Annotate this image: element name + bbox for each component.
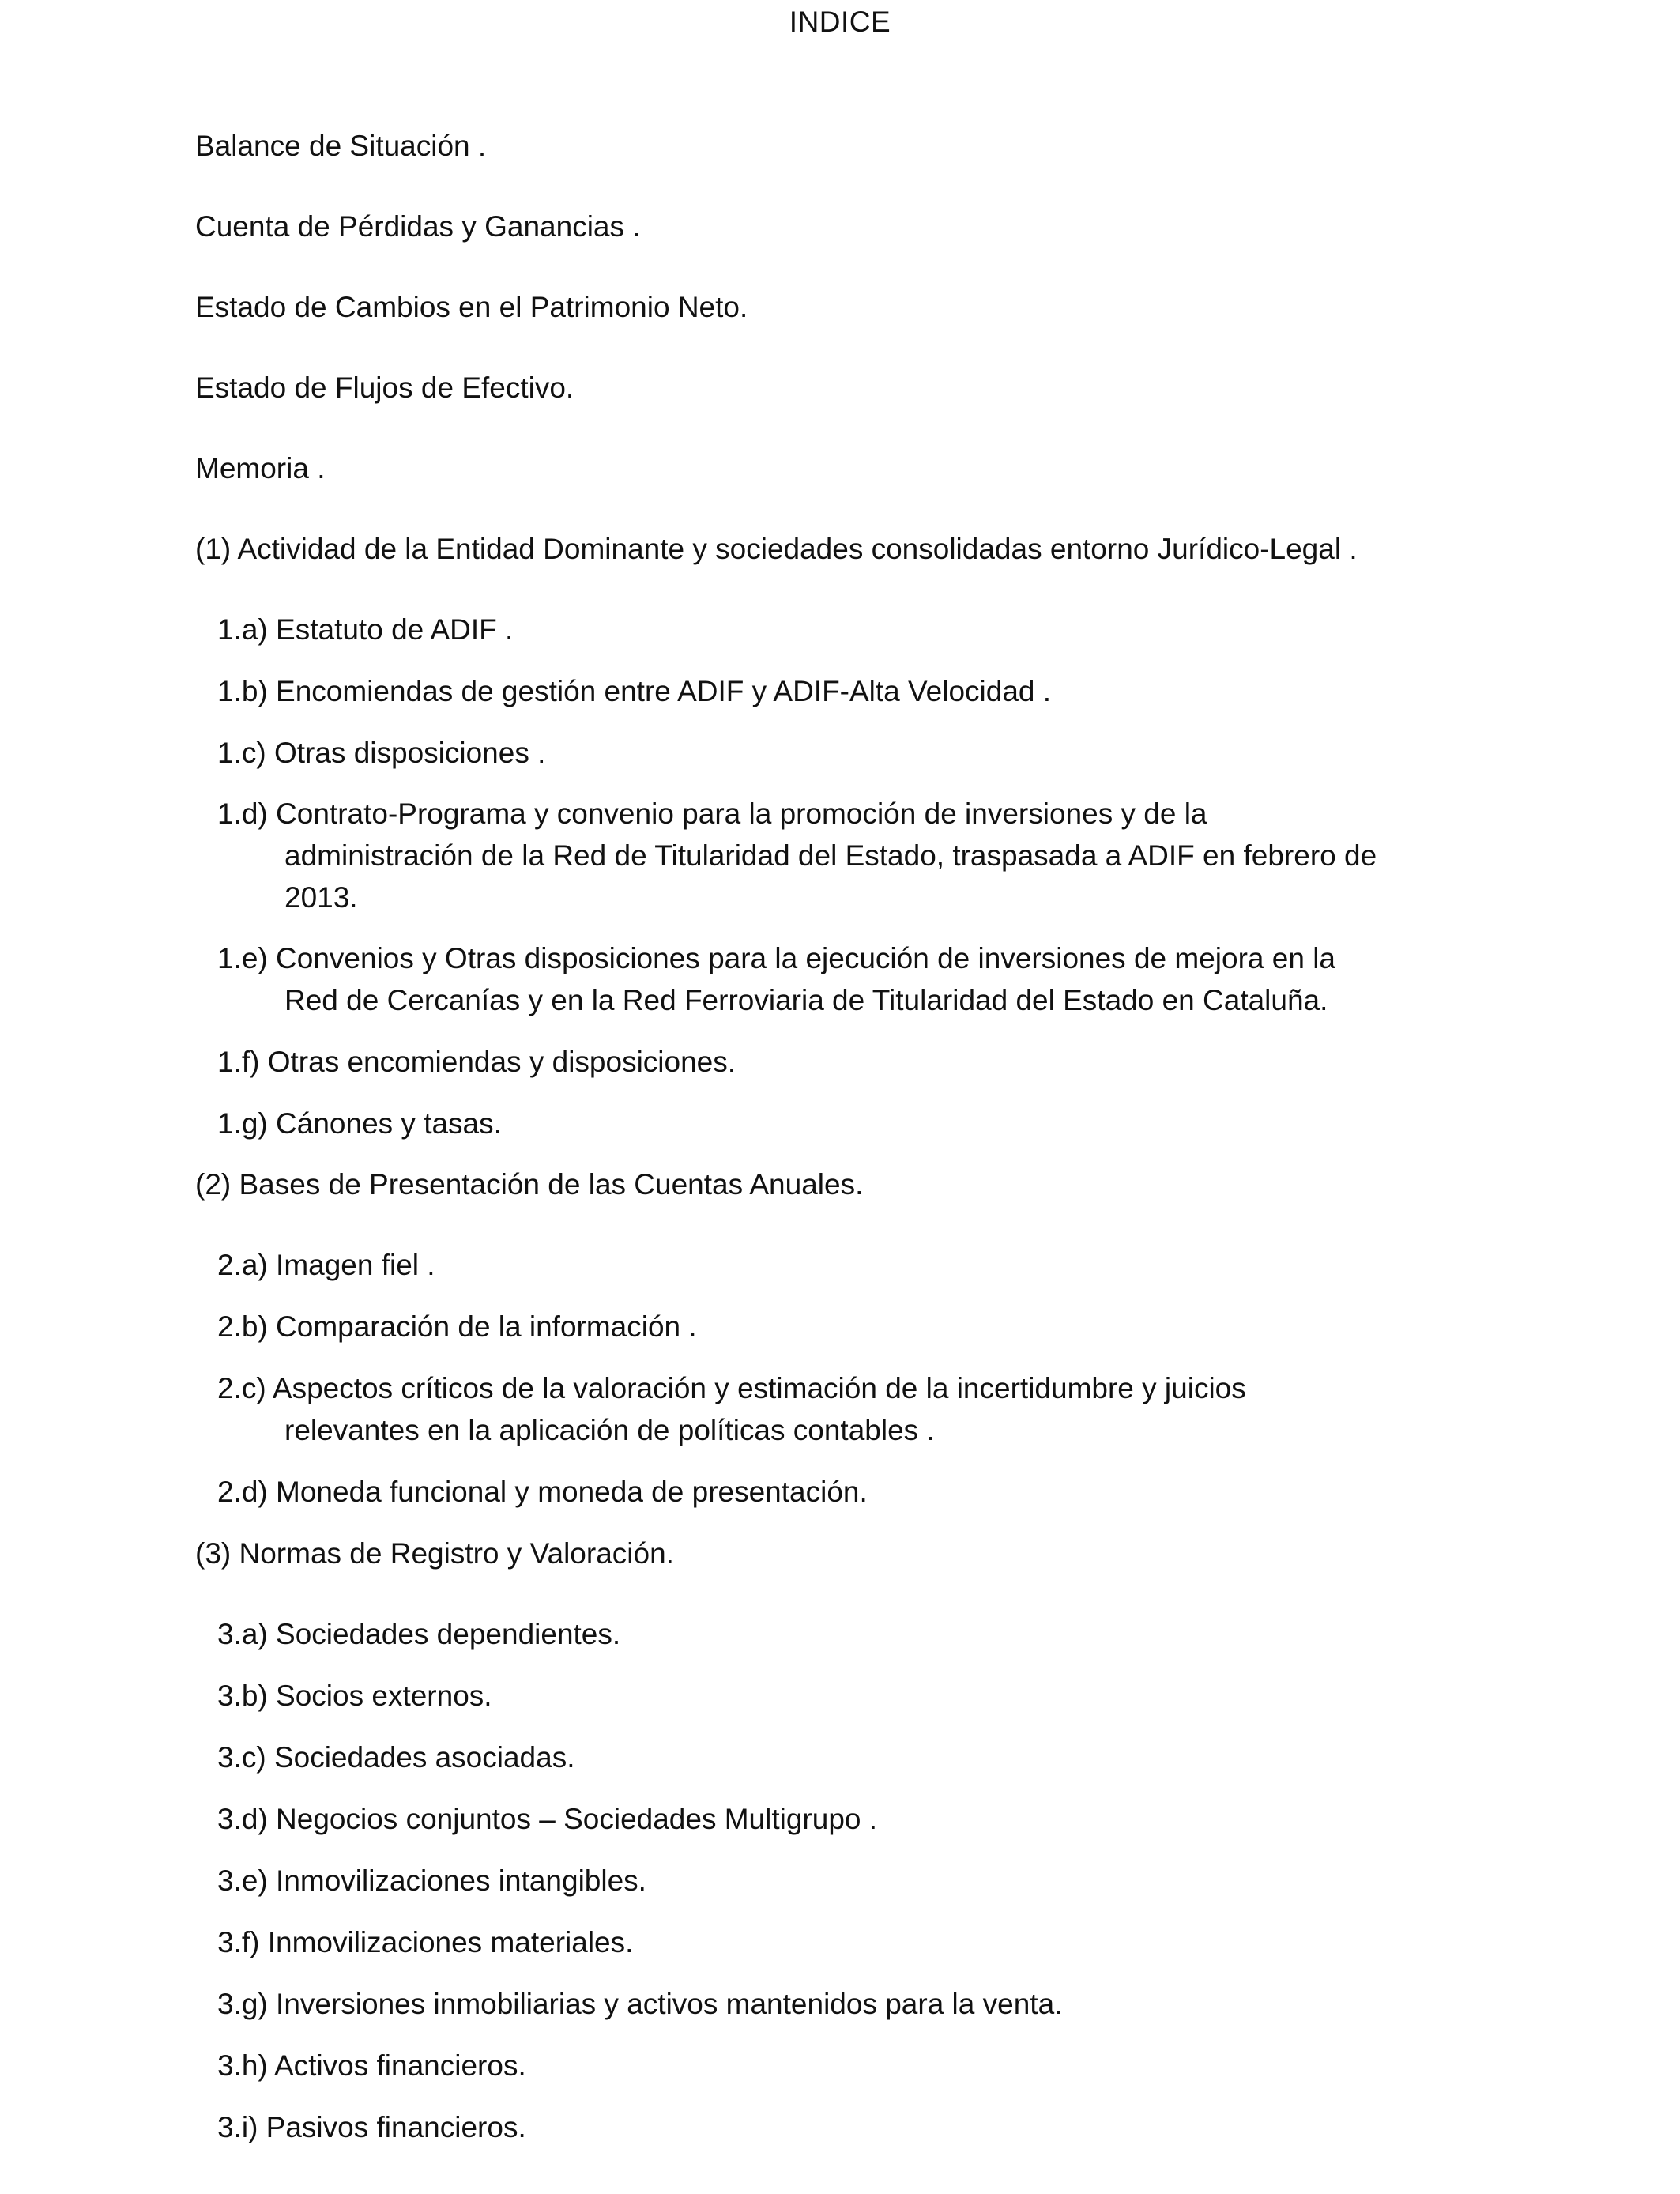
toc-item-1d-line2: administración de la Red de Titularidad del Estado, traspasada a ADIF en febrero de bbox=[284, 839, 1377, 872]
toc-item-1e-line1: 1.e) Convenios y Otras disposiciones para la ejecución de inversiones de mejora en la bbox=[217, 942, 1335, 974]
toc-item-3f: 3.f) Inmovilizaciones materiales. bbox=[217, 1926, 634, 1958]
toc-item-3b: 3.b) Socios externos. bbox=[217, 1679, 492, 1712]
toc-item-1e bbox=[217, 937, 1335, 1021]
toc-item-3i: 3.i) Pasivos financieros. bbox=[217, 2111, 526, 2143]
toc-entry-estado-flujos: Estado de Flujos de Efectivo. bbox=[195, 371, 574, 404]
toc-item-3g: 3.g) Inversiones inmobiliarias y activos mantenidos para la venta. bbox=[217, 1988, 1063, 2020]
toc-item-2c-line1: 2.c) Aspectos críticos de la valoración y estimación de la incertidumbre y juicios bbox=[217, 1372, 1246, 1404]
toc-item-3h: 3.h) Activos financieros. bbox=[217, 2049, 526, 2082]
toc-section-3: (3) Normas de Registro y Valoración. bbox=[195, 1537, 674, 1570]
toc-item-1e-line2: Red de Cercanías y en la Red Ferroviaria de Titularidad del Estado en Cataluña. bbox=[284, 984, 1328, 1016]
toc-item-1f: 1.f) Otras encomiendas y disposiciones. bbox=[217, 1046, 736, 1078]
toc-item-1b: 1.b) Encomiendas de gestión entre ADIF y ADIF-Alta Velocidad . bbox=[217, 675, 1052, 707]
toc-item-1c: 1.c) Otras disposiciones . bbox=[217, 737, 546, 769]
toc-item-2b: 2.b) Comparación de la información . bbox=[217, 1310, 697, 1343]
toc-item-2c bbox=[217, 1367, 1497, 1451]
toc-item-2d: 2.d) Moneda funcional y moneda de presentación. bbox=[217, 1476, 868, 1508]
toc-item-2c-line2: relevantes en la aplicación de políticas contables . bbox=[284, 1414, 935, 1446]
toc-item-1d-line3: 2013. bbox=[284, 881, 358, 914]
toc-item-1g: 1.g) Cánones y tasas. bbox=[217, 1107, 502, 1140]
toc-item-3d: 3.d) Negocios conjuntos – Sociedades Multigrupo . bbox=[217, 1803, 878, 1835]
toc-item-1d-line1: 1.d) Contrato-Programa y convenio para la promoción de inversiones y de la bbox=[217, 797, 1207, 830]
toc-entry-balance: Balance de Situación . bbox=[195, 130, 487, 162]
toc-item-3e: 3.e) Inmovilizaciones intangibles. bbox=[217, 1864, 646, 1897]
toc-entry-memoria: Memoria . bbox=[195, 452, 326, 484]
toc-item-3c: 3.c) Sociedades asociadas. bbox=[217, 1741, 575, 1774]
toc-section-2: (2) Bases de Presentación de las Cuentas Anuales. bbox=[195, 1168, 864, 1201]
toc-entry-estado-cambios: Estado de Cambios en el Patrimonio Neto. bbox=[195, 291, 748, 323]
toc-item-1d bbox=[217, 793, 1497, 918]
toc-section-1: (1) Actividad de la Entidad Dominante y sociedades consolidadas entorno Jurídico-Legal . bbox=[195, 533, 1358, 565]
toc-entry-cuenta-perdidas: Cuenta de Pérdidas y Ganancias . bbox=[195, 210, 641, 243]
toc-item-3a: 3.a) Sociedades dependientes. bbox=[217, 1618, 621, 1650]
toc-item-2a: 2.a) Imagen fiel . bbox=[217, 1249, 435, 1281]
toc-item-1a: 1.a) Estatuto de ADIF . bbox=[217, 613, 514, 646]
page-title: INDICE bbox=[789, 6, 891, 38]
